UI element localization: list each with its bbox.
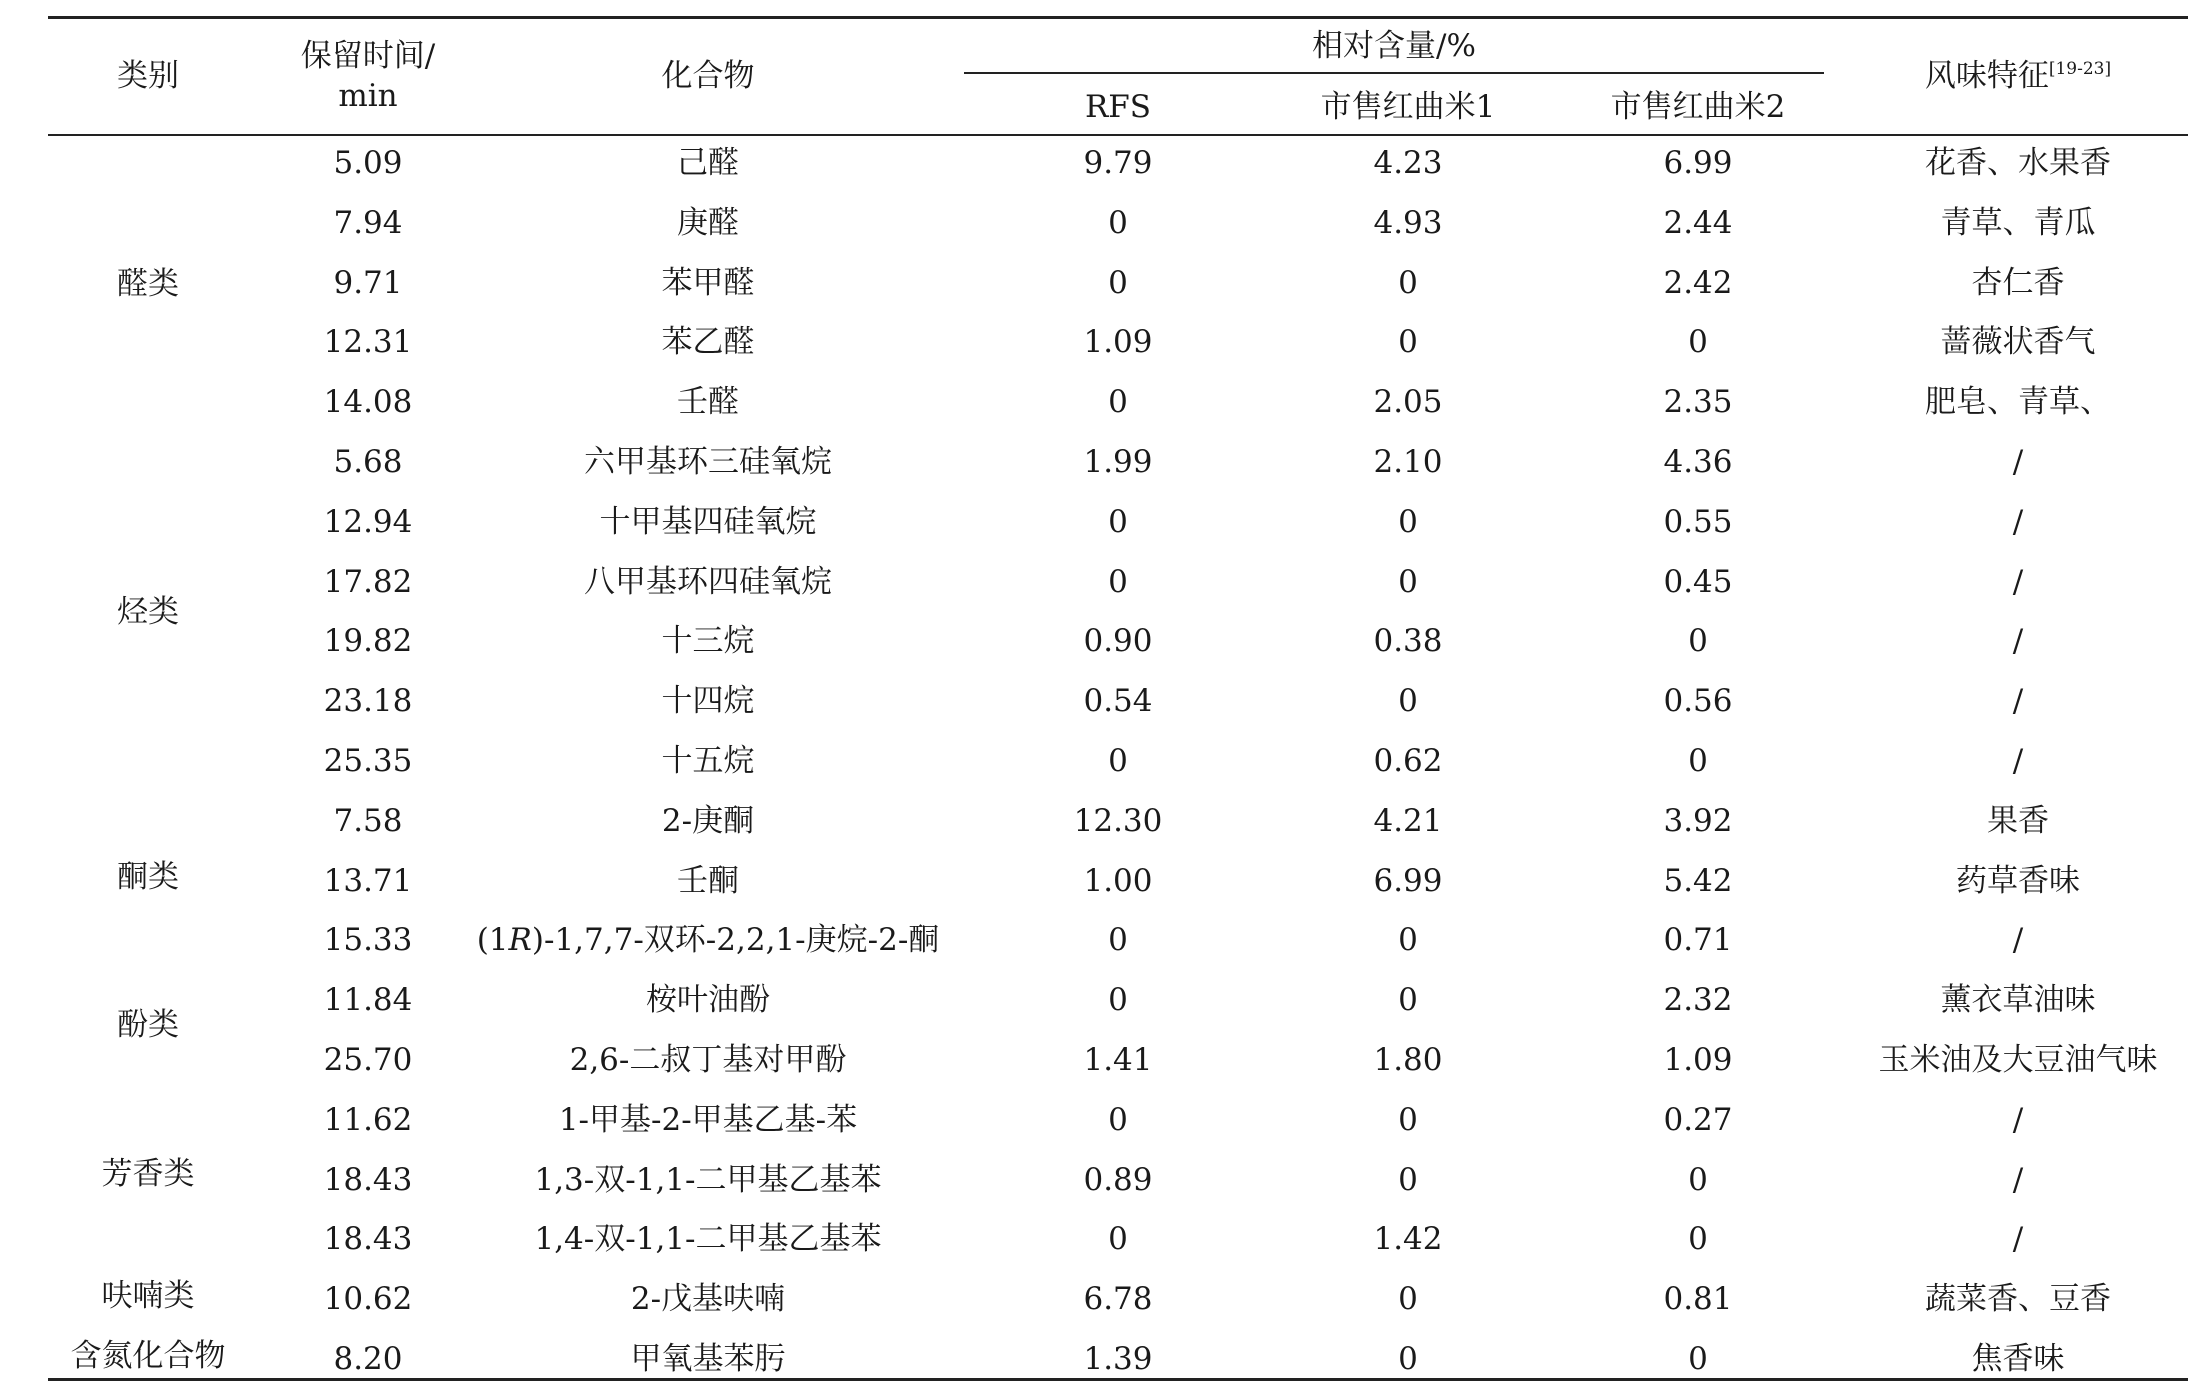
- cell-m2: 0: [1688, 1162, 1708, 1198]
- cell-rt: 10.62: [323, 1281, 413, 1317]
- cell-flavor: 药草香味: [1956, 863, 2080, 899]
- cell-m2: 0.71: [1663, 922, 1733, 958]
- table-top-rule: [48, 16, 2188, 19]
- cell-rt: 5.09: [333, 145, 403, 181]
- cell-compound: 八甲基环四硅氧烷: [584, 564, 832, 600]
- category-label: 呋喃类: [101, 1278, 195, 1314]
- cell-m2: 0.56: [1663, 683, 1733, 719]
- header-retention-line1: 保留时间/: [300, 38, 436, 74]
- cell-m2: 0: [1688, 743, 1708, 779]
- category-label: 醛类: [117, 266, 179, 302]
- cell-rfs: 6.78: [1083, 1281, 1153, 1317]
- cell-rfs: 0.90: [1083, 623, 1153, 659]
- cell-m2: 0.81: [1663, 1281, 1733, 1317]
- cell-flavor: /: [2012, 623, 2024, 659]
- header-market1: 市售红曲米1: [1320, 89, 1496, 125]
- cell-compound: 庚醛: [677, 205, 739, 241]
- header-flavor-ref: [19-23]: [2048, 59, 2112, 79]
- cell-flavor: 薰衣草油味: [1940, 982, 2096, 1018]
- category-label: 烃类: [117, 594, 179, 630]
- cell-m1: 1.80: [1373, 1042, 1443, 1078]
- category-label: 酚类: [117, 1007, 179, 1043]
- cell-rt: 19.82: [323, 623, 413, 659]
- cell-rfs: 0: [1108, 743, 1128, 779]
- cell-m1: 0: [1398, 265, 1418, 301]
- cell-m2: 0: [1688, 1221, 1708, 1257]
- cell-m1: 0: [1398, 564, 1418, 600]
- cell-flavor: /: [2012, 504, 2024, 540]
- cell-m1: 0.38: [1373, 623, 1443, 659]
- cell-rt: 17.82: [323, 564, 413, 600]
- cell-compound: 1,4-双-1,1-二甲基乙基苯: [534, 1221, 882, 1257]
- cell-rfs: 0: [1108, 564, 1128, 600]
- cell-flavor: /: [2012, 444, 2024, 480]
- cell-m2: 2.32: [1663, 982, 1733, 1018]
- cell-rt: 8.20: [333, 1341, 403, 1377]
- header-flavor: [1848, 56, 2188, 96]
- cell-flavor: /: [2012, 683, 2024, 719]
- cell-m2: 2.35: [1663, 384, 1733, 420]
- cell-compound: 六甲基环三硅氧烷: [584, 444, 832, 480]
- cell-rt: 14.08: [323, 384, 413, 420]
- cell-flavor: /: [2012, 1221, 2024, 1257]
- cell-m2: 0.27: [1663, 1102, 1733, 1138]
- cell-flavor: 玉米油及大豆油气味: [1878, 1042, 2158, 1078]
- cell-flavor: 杏仁香: [1971, 265, 2065, 301]
- cell-rfs: 0.89: [1083, 1162, 1153, 1198]
- cell-rfs: 1.39: [1083, 1341, 1153, 1377]
- cell-compound: 壬醛: [677, 384, 739, 420]
- cell-rfs: 1.09: [1083, 324, 1153, 360]
- cell-m2: 0.45: [1663, 564, 1733, 600]
- cell-rfs: 9.79: [1083, 145, 1153, 181]
- cell-compound: 十甲基四硅氧烷: [599, 504, 817, 540]
- cell-rt: 13.71: [323, 863, 413, 899]
- cell-rt: 7.58: [333, 803, 403, 839]
- cell-rt: 11.84: [323, 982, 413, 1018]
- header-compound: 化合物: [661, 58, 755, 94]
- cell-m1: 0: [1398, 982, 1418, 1018]
- cell-rt: 25.70: [323, 1042, 413, 1078]
- cell-m2: 0: [1688, 1341, 1708, 1377]
- cell-flavor: /: [2012, 1162, 2024, 1198]
- cell-m2: 5.42: [1663, 863, 1733, 899]
- cell-rfs: 0: [1108, 922, 1128, 958]
- cell-compound: 2,6-二叔丁基对甲酚: [569, 1042, 847, 1078]
- cell-m2: 4.36: [1663, 444, 1733, 480]
- cell-m1: 0: [1398, 1281, 1418, 1317]
- cell-rfs: 0.54: [1083, 683, 1153, 719]
- cell-rt: 11.62: [323, 1102, 413, 1138]
- header-bottom-rule: [48, 134, 2188, 136]
- cell-m1: 0.62: [1373, 743, 1443, 779]
- compound-text-a: (1: [476, 922, 509, 958]
- cell-rfs: 0: [1108, 205, 1128, 241]
- cell-compound: 十三烷: [661, 623, 755, 659]
- cell-rt: 7.94: [333, 205, 403, 241]
- cell-m1: 1.42: [1373, 1221, 1443, 1257]
- cell-m1: 0: [1398, 922, 1418, 958]
- cell-compound: 桉叶油酚: [646, 982, 770, 1018]
- header-market2: 市售红曲米2: [1610, 89, 1786, 125]
- cell-flavor: 蔷薇状香气: [1940, 324, 2096, 360]
- cell-rt: 25.35: [323, 743, 413, 779]
- header-category: 类别: [117, 58, 179, 94]
- cell-flavor: 青草、青瓜: [1940, 205, 2096, 241]
- cell-m2: 2.44: [1663, 205, 1733, 241]
- cell-m1: 6.99: [1373, 863, 1443, 899]
- cell-rfs: 1.41: [1083, 1042, 1153, 1078]
- cell-m1: 4.23: [1373, 145, 1443, 181]
- cell-rt: 12.31: [323, 324, 413, 360]
- cell-compound: 2-戊基呋喃: [630, 1281, 786, 1317]
- cell-compound: 十四烷: [661, 683, 755, 719]
- cell-m1: 0: [1398, 1162, 1418, 1198]
- category-label: 酮类: [117, 859, 179, 895]
- category-label: 芳香类: [101, 1156, 195, 1192]
- cell-rfs: 0: [1108, 384, 1128, 420]
- cell-m2: 0.55: [1663, 504, 1733, 540]
- cell-compound: 2-庚酮: [661, 803, 755, 839]
- cell-compound: 己醛: [677, 145, 739, 181]
- compound-text-italic: R: [508, 922, 532, 958]
- cell-flavor: 肥皂、青草、: [1925, 384, 2111, 420]
- cell-flavor: 焦香味: [1971, 1341, 2065, 1377]
- cell-compound: 1,3-双-1,1-二甲基乙基苯: [534, 1162, 882, 1198]
- cell-compound: 十五烷: [661, 743, 755, 779]
- cell-rfs: 0: [1108, 1221, 1128, 1257]
- cell-rfs: 0: [1108, 265, 1128, 301]
- header-flavor-label: 风味特征: [1924, 58, 2049, 94]
- cell-rfs: 1.99: [1083, 444, 1153, 480]
- cell-flavor: 蔬菜香、豆香: [1925, 1281, 2111, 1317]
- compound-text-b: )-1,7,7-双环-2,2,1-庚烷-2-酮: [531, 922, 940, 958]
- cell-rt: 5.68: [333, 444, 403, 480]
- cell-flavor: 果香: [1987, 803, 2049, 839]
- header-sub-rule: [964, 72, 1824, 74]
- cell-rfs: 0: [1108, 504, 1128, 540]
- cell-m1: 2.05: [1373, 384, 1443, 420]
- cell-m2: 0: [1688, 324, 1708, 360]
- cell-flavor: /: [2012, 564, 2024, 600]
- cell-rfs: 0: [1108, 1102, 1128, 1138]
- cell-rt: 18.43: [323, 1221, 413, 1257]
- cell-rt: 23.18: [323, 683, 413, 719]
- cell-compound: [448, 920, 968, 960]
- cell-m1: 4.21: [1373, 803, 1443, 839]
- cell-rfs: 0: [1108, 982, 1128, 1018]
- cell-rt: 12.94: [323, 504, 413, 540]
- cell-m1: 0: [1398, 1341, 1418, 1377]
- cell-m2: 0: [1688, 623, 1708, 659]
- header-retention-line2: min: [338, 78, 398, 114]
- cell-flavor: /: [2012, 743, 2024, 779]
- cell-compound: 壬酮: [677, 863, 739, 899]
- cell-rt: 15.33: [323, 922, 413, 958]
- category-label: 含氮化合物: [70, 1338, 226, 1374]
- cell-rt: 18.43: [323, 1162, 413, 1198]
- cell-m2: 6.99: [1663, 145, 1733, 181]
- cell-rfs: 1.00: [1083, 863, 1153, 899]
- cell-m1: 0: [1398, 1102, 1418, 1138]
- cell-m2: 3.92: [1663, 803, 1733, 839]
- cell-m1: 0: [1398, 504, 1418, 540]
- data-table: [48, 0, 2188, 1392]
- cell-m1: 0: [1398, 683, 1418, 719]
- cell-flavor: /: [2012, 1102, 2024, 1138]
- cell-compound: 苯甲醛: [661, 265, 755, 301]
- cell-compound: 1-甲基-2-甲基乙基-苯: [558, 1102, 858, 1138]
- cell-rfs: 12.30: [1073, 803, 1163, 839]
- cell-flavor: /: [2012, 922, 2024, 958]
- cell-m2: 2.42: [1663, 265, 1733, 301]
- cell-m1: 0: [1398, 324, 1418, 360]
- cell-m2: 1.09: [1663, 1042, 1733, 1078]
- cell-compound: 苯乙醛: [661, 324, 755, 360]
- header-relative-content: 相对含量/%: [1312, 28, 1476, 64]
- cell-flavor: 花香、水果香: [1925, 145, 2111, 181]
- cell-rt: 9.71: [333, 265, 403, 301]
- cell-m1: 4.93: [1373, 205, 1443, 241]
- cell-m1: 2.10: [1373, 444, 1443, 480]
- cell-compound: 甲氧基苯肟: [630, 1341, 786, 1377]
- header-rfs: RFS: [1084, 89, 1152, 125]
